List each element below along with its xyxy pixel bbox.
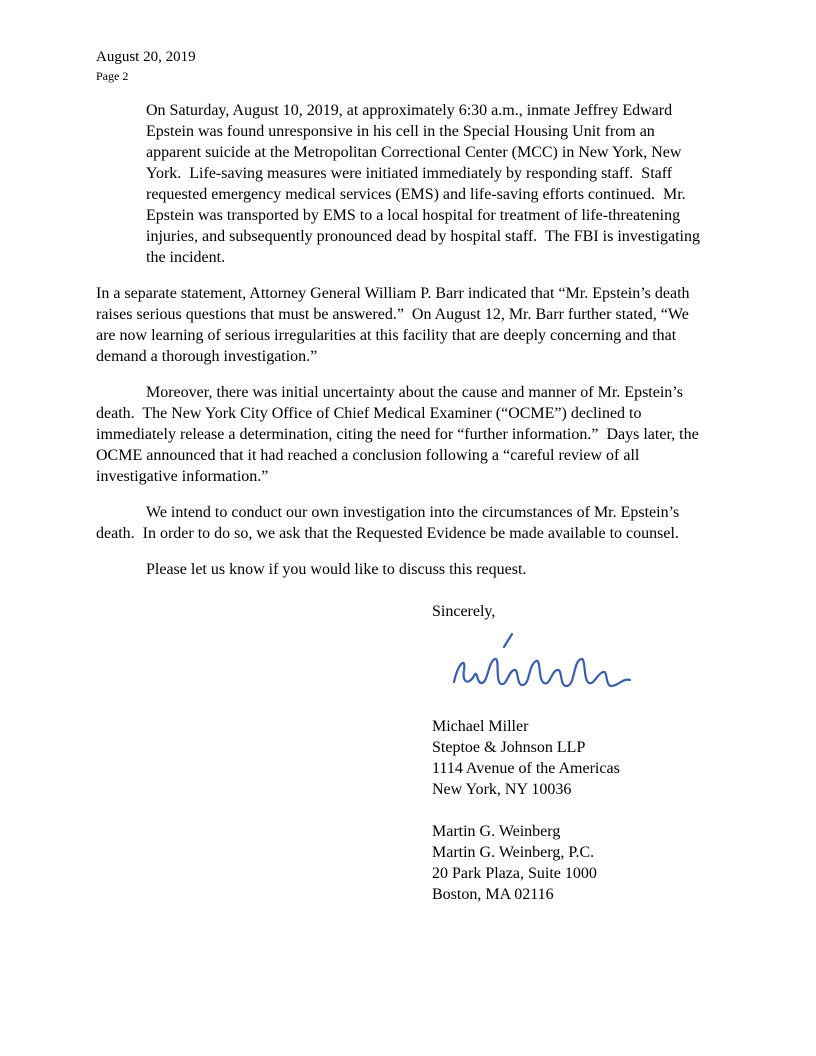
signer-address-street: 1114 Avenue of the Americas [432,760,620,777]
signature-main-stroke [454,659,630,686]
paragraph-barr-statement: In a separate statement, Attorney General William P. Barr indicated that “Mr. Epstein’s death raises serious questions that must be answered.” On August 12, Mr. Barr further stated, “We are now learning of serious irregularities at this facility that are deeply concerning and that demand a thorough investigation.” [96,285,694,365]
signer-firm: Steptoe & Johnson LLP [432,739,586,756]
signature-tick-stroke [504,634,512,647]
letter-date: August 20, 2019 [96,49,196,65]
letter-header [96,48,712,84]
paragraph-ocme-determination: Moreover, there was initial uncertainty about the cause and manner of Mr. Epstein’s death. The New York City Office of Chief Medical Examiner (“OCME”) declined to immediately release a determination, citing the need for “further information.” Days later, the OCME announced that it had reached a conclusion following a “careful review of all investigative information.” [96,384,703,485]
closing-salutation: Sincerely, [432,603,496,620]
paragraph-discuss-request: Please let us know if you would like to discuss this request. [146,561,527,578]
signer-address-city: New York, NY 10036 [432,781,572,798]
page-number: Page 2 [96,69,129,83]
signer-name: Michael Miller [432,718,529,735]
signer-name: Martin G. Weinberg [432,823,561,840]
handwritten-signature [448,628,638,706]
signer-block-michael-miller [432,716,712,800]
quoted-bop-statement: On Saturday, August 10, 2019, at approximately 6:30 a.m., inmate Jeffrey Edward Epstein was found unresponsive in his cell in the Special Housing Unit from an apparent suicide at the Metropolitan Correctional Center (MCC) in New York, New York. Life-saving measures were initiated immediately by responding staff. Staff requested emergency medical services (EMS) and life-saving efforts continued. Mr. Epstein was transported by EMS to a local hospital for treatment of life-threatening injuries, and subsequently pronounced dead by hospital staff. The FBI is investigating the incident. [146,102,704,266]
signer-address-street: 20 Park Plaza, Suite 1000 [432,865,597,882]
signer-block-martin-weinberg [432,821,712,905]
signer-address-city: Boston, MA 02116 [432,886,554,903]
signer-firm: Martin G. Weinberg, P.C. [432,844,595,861]
paragraph-own-investigation: We intend to conduct our own investigation into the circumstances of Mr. Epstein’s death. In order to do so, we ask that the Requested Evidence be made available to counsel. [96,504,684,542]
signature-area [432,601,712,905]
